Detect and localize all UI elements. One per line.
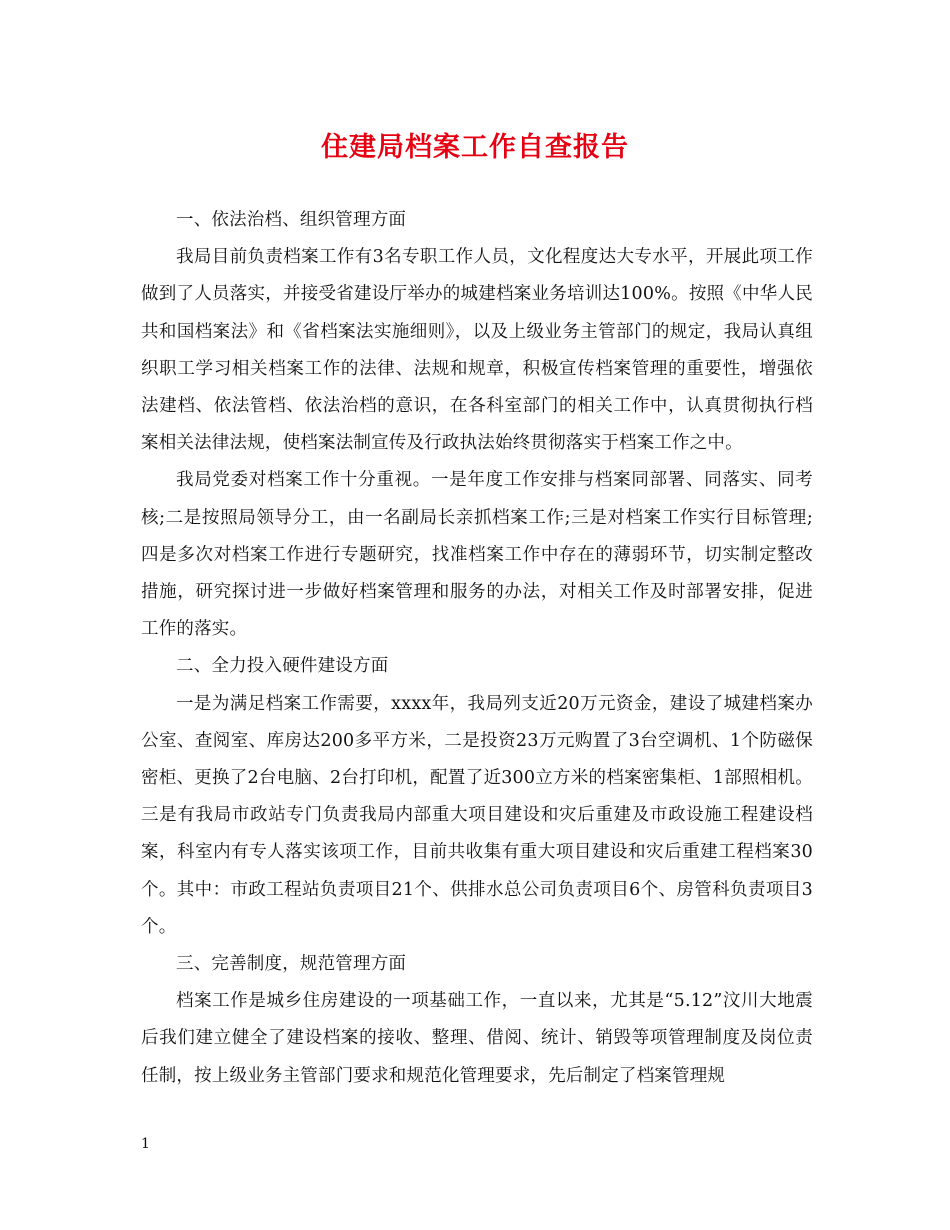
section-heading-3: 三、完善制度，规范管理方面 <box>176 954 407 975</box>
paragraph-party-committee: 我局党委对档案工作十分重视。一是年度工作安排与档案同部署、同落实、同考核;二是按照局领导分工，由一名副局长亲抓档案工作;三是对档案工作实行目标管理;四是多次对档案工作进行专题研究，找准档案工作中存在的薄弱环节，切实制定整改措施，研究探讨进一步做好档案管理和服务的办法，对相关工作及时部署安排，促进工作的落实。 <box>141 470 813 640</box>
section-heading-1: 一、依法治档、组织管理方面 <box>176 210 407 230</box>
section-heading-2: 二、全力投入硬件建设方面 <box>176 656 389 677</box>
paragraph-regulations: 档案工作是城乡住房建设的一项基础工作，一直以来，尤其是“5.12”汶川大地震后我们建立健全了建设档案的接收、整理、借阅、统计、销毁等项管理制度及岗位责任制，按上级业务主管部门要求和规范化管理要求，先后制定了档案管理规 <box>141 991 813 1086</box>
document-body <box>141 202 813 1095</box>
page-number: 1 <box>141 1136 150 1152</box>
document-title: 住建局档案工作自查报告 <box>321 132 629 163</box>
paragraph-staffing: 我局目前负责档案工作有3名专职工作人员，文化程度达大专水平，开展此项工作做到了人员落实，并接受省建设厅举办的城建档案业务培训达100%。按照《中华人民共和国档案法》和《省档案法实施细则》，以及上级业务主管部门的规定，我局认真组织职工学习相关档案工作的法律、法规和规章，积极宣传档案管理的重要性，增强依法建档、依法管档、依法治档的意识，在各科室部门的相关工作中，认真贯彻执行档案相关法律法规，使档案法制宣传及行政执法始终贯彻落实于档案工作之中。 <box>141 247 813 454</box>
paragraph-hardware: 一是为满足档案工作需要，xxxx年，我局列支近20万元资金，建设了城建档案办公室、查阅室、库房达200多平方米，二是投资23万元购置了3台空调机、1个防磁保密柜、更换了2台电脑、2台打印机，配置了近300立方米的档案密集柜、1部照相机。三是有我局市政站专门负责我局内部重大项目建设和灾后重建及市政设施工程建设档案，科室内有专人落实该项工作，目前共收集有重大项目建设和灾后重建工程档案30个。其中：市政工程站负责项目21个、供排水总公司负责项目6个、房管科负责项目3个。 <box>141 693 813 937</box>
